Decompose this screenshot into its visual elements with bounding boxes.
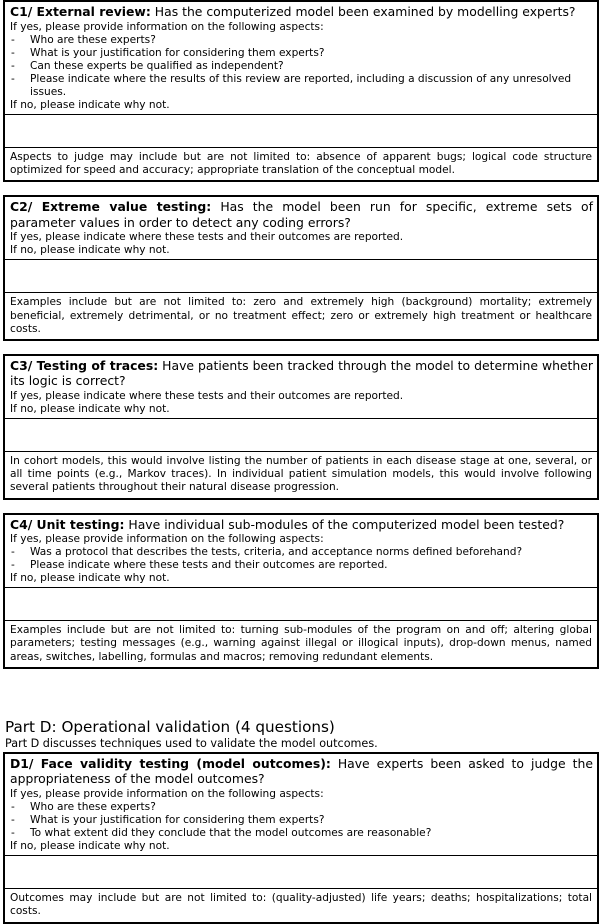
- question-label-d1: D1/ Face validity testing (model outcomes):: [10, 755, 331, 771]
- list-item: [10, 47, 593, 60]
- bullet-text: Please indicate where these tests and their outcomes are reported.: [30, 559, 388, 572]
- list-item: [10, 34, 593, 47]
- note-text-c2: Examples include but are not limited to: zero and extremely high (background) mortality; extremely beneficial, extremely detrimental, or no treatment effect; zero or extremely high treatment or healthcare costs.: [10, 296, 592, 335]
- list-item: [10, 73, 593, 99]
- question-bullets-c1: [10, 34, 593, 99]
- part-heading: Part D: Operational validation (4 questions): [5, 717, 335, 736]
- bullet-text: To what extent did they conclude that the model outcomes are reasonable?: [30, 827, 432, 840]
- bullet-dash: -: [11, 33, 15, 46]
- question-cell-d1: [5, 754, 597, 856]
- question-title-c2: [10, 199, 593, 230]
- bullet-dash: -: [11, 546, 15, 559]
- note-text-c1: Aspects to judge may include but are not limited to: absence of apparent bugs; logical code structure optimized for speed and accuracy; appropriate translation of the conceptual model.: [10, 150, 592, 177]
- question-intro-c1: If yes, please provide information on the following aspects:: [10, 20, 324, 33]
- answer-field-c4[interactable]: [5, 588, 597, 621]
- section-spacer: [3, 682, 599, 718]
- answer-field-c2[interactable]: [5, 260, 597, 293]
- note-cell-c1: [5, 148, 597, 180]
- question-text-c4: Have individual sub-modules of the computerized model been tested?: [124, 516, 565, 532]
- note-text-d1: Outcomes may include but are not limited to: (quality-adjusted) life years; deaths; hospitalizations; total costs.: [10, 892, 592, 918]
- question-title-c1: [10, 4, 593, 20]
- question-intro-d1: If yes, please provide information on the following aspects:: [10, 787, 324, 800]
- question-cell-c3: [5, 356, 597, 419]
- question-cell-c1: [5, 2, 597, 115]
- question-cell-c4: [5, 515, 597, 589]
- answer-field-c1[interactable]: [5, 115, 597, 148]
- note-cell-c4: [5, 621, 597, 667]
- note-cell-c3: [5, 452, 597, 498]
- list-item: [10, 546, 593, 559]
- question-label-c3: C3/ Testing of traces:: [10, 357, 159, 373]
- question-intro-c2: If yes, please indicate where these tests and their outcomes are reported.: [10, 231, 404, 244]
- note-text-c4: Examples include but are not limited to: turning sub-modules of the program on and off; altering global parameters; testing messages (e.g., warning against illegal or illogical inputs), drop-down menus, named areas, switches, labelling, formulas and macros; removing redundant elements.: [10, 624, 592, 663]
- question-text-c2: Has the model been run for specific, extreme sets of parameter values in order to detect any coding errors?: [10, 199, 593, 230]
- note-text-c3: In cohort models, this would involve listing the number of patients in each disease stage at one, several, or all time points (e.g., Markov traces). In individual patient simulation models, this would involve following several patients throughout their natural disease progression.: [10, 454, 592, 494]
- question-ifno-c4: If no, please indicate why not.: [10, 572, 170, 585]
- question-ifno-c3: If no, please indicate why not.: [10, 402, 170, 415]
- question-block-c1: [3, 0, 599, 182]
- list-item: [10, 801, 593, 814]
- question-label-c1: C1/ External review:: [10, 4, 151, 19]
- question-bullets-d1: [10, 801, 593, 840]
- question-title-d1: [10, 756, 593, 787]
- bullet-dash: -: [11, 59, 15, 72]
- bullet-dash: -: [11, 72, 15, 85]
- note-cell-c2: [5, 293, 597, 339]
- bullet-text: Who are these experts?: [30, 800, 156, 813]
- question-block-c2: [3, 195, 599, 341]
- question-block-c3: [3, 354, 599, 500]
- bullet-dash: -: [11, 559, 15, 572]
- question-ifno-d1: If no, please indicate why not.: [10, 840, 170, 853]
- question-text-c1: Has the computerized model been examined by modelling experts?: [150, 4, 576, 19]
- answer-field-c3[interactable]: [5, 419, 597, 452]
- list-item: [10, 827, 593, 840]
- list-item: [10, 559, 593, 572]
- question-bullets-c4: [10, 546, 593, 572]
- bullet-text: Was a protocol that describes the tests, criteria, and acceptance norms defined beforehand?: [30, 546, 523, 559]
- list-item: [10, 814, 593, 827]
- bullet-dash: -: [11, 46, 15, 59]
- question-label-c4: C4/ Unit testing:: [10, 516, 125, 532]
- bullet-dash: -: [11, 813, 15, 826]
- answer-field-d1[interactable]: [5, 856, 597, 889]
- bullet-dash: -: [11, 827, 15, 840]
- bullet-text: What is your justification for considering them experts?: [30, 46, 325, 59]
- part-description: Part D discusses techniques used to validate the model outcomes.: [5, 736, 378, 750]
- bullet-text: Please indicate where the results of this review are reported, including a discussion of any unresolved issues.: [30, 72, 572, 98]
- question-intro-c3: If yes, please indicate where these tests and their outcomes are reported.: [10, 389, 404, 402]
- question-ifno-c2: If no, please indicate why not.: [10, 244, 170, 257]
- question-title-c3: [10, 358, 593, 389]
- list-item: [10, 60, 593, 73]
- question-title-c4: [10, 517, 593, 533]
- bullet-text: Can these experts be qualified as independent?: [30, 59, 284, 72]
- bullet-dash: -: [11, 800, 15, 813]
- question-block-d1: [3, 752, 599, 924]
- note-cell-d1: [5, 889, 597, 921]
- question-text-d1: Have experts been asked to judge the appropriateness of the model outcomes?: [10, 755, 593, 787]
- question-label-c2: C2/ Extreme value testing:: [10, 199, 212, 215]
- question-intro-c4: If yes, please provide information on the following aspects:: [10, 533, 324, 546]
- question-text-c3: Have patients been tracked through the model to determine whether its logic is correct?: [10, 357, 593, 389]
- question-ifno-c1: If no, please indicate why not.: [10, 98, 170, 111]
- question-cell-c2: [5, 197, 597, 260]
- bullet-text: What is your justification for considering them experts?: [30, 813, 325, 826]
- bullet-text: Who are these experts?: [30, 33, 156, 46]
- question-block-c4: [3, 513, 599, 669]
